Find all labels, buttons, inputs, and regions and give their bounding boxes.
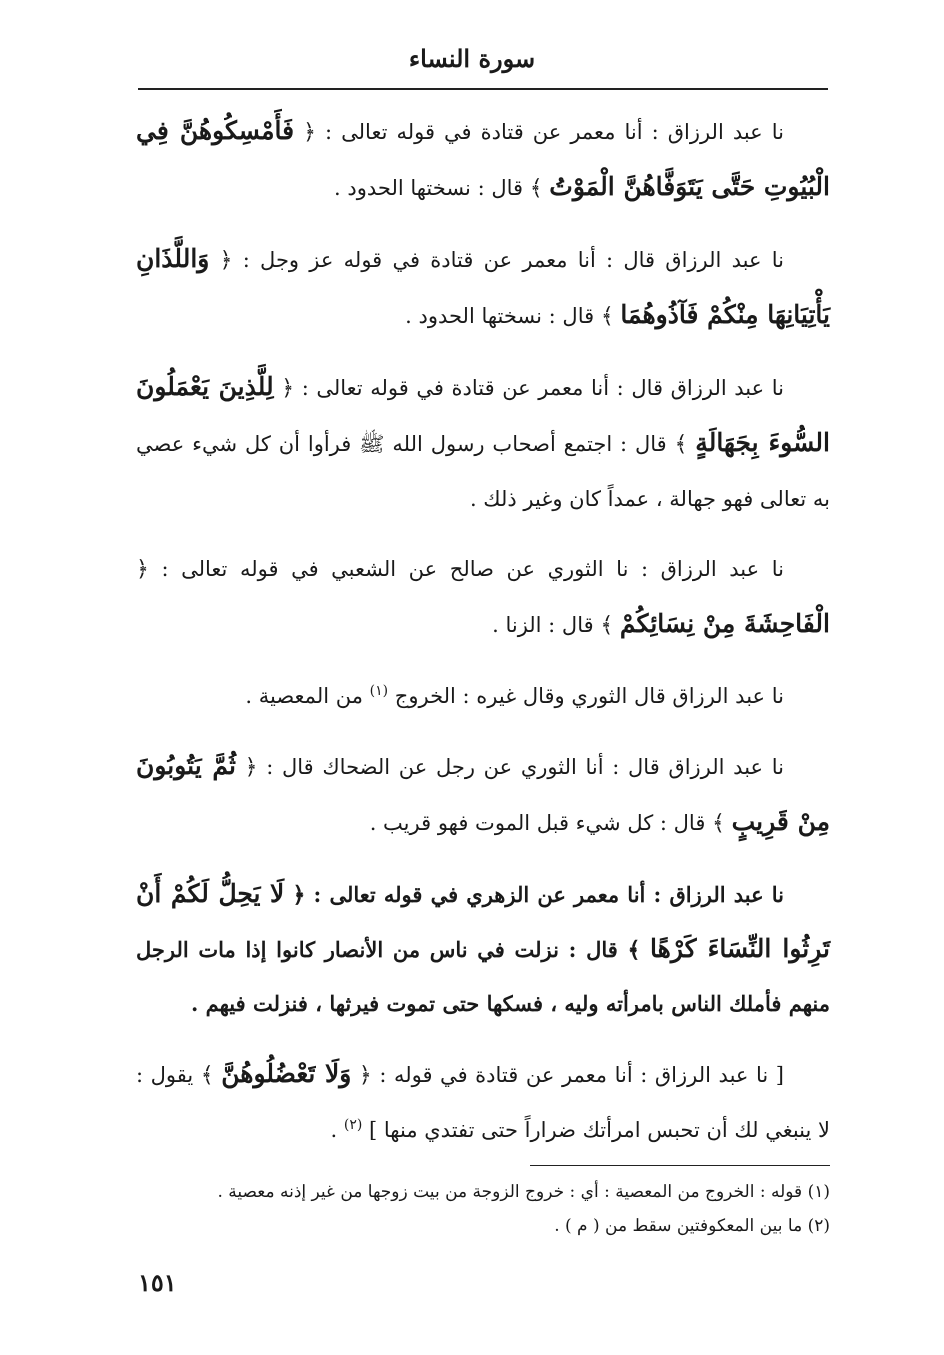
quran-verse: لِلَّذِينَ يَعْمَلُونَ السُّوءَ بِجَهَالَةٍ [136,372,830,457]
quran-verse: لَا يَحِلُّ لَكُمْ أَنْ تَرِثُوا النِّسَاءَ كَرْهًا [136,879,830,963]
paragraph-text: قال : كل شيء قبل الموت فهو قريب . [369,811,713,835]
paragraph-text: نا عبد الرزاق قال : أنا الثوري عن رجل عن الضحاك قال : [257,755,784,779]
paragraph-text: نا عبد الرزاق قال : أنا معمر عن قتادة في قوله تعالى : [294,376,784,400]
paragraph-text: قال : اجتمع أصحاب رسول الله ﷺ فرأوا أن كل شيء عصي به تعالى فهو جهالة ، عمداً كان وغير ذلك . [136,432,830,511]
paragraph-2 [136,232,830,344]
paragraph-3 [136,360,830,526]
paragraph-text: قال : نزلت في ناس من الأنصار كانوا إذا مات الرجل منهم فأملك الناس بامرأته وليه ، فسكها حتى تموت فيرثها ، فنزلت فيهم . [136,937,830,1016]
footnote-ref-2: (٢) [343,1117,363,1133]
paragraph-8 [136,1047,830,1157]
paragraph-text: نا عبد الرزاق : نا الثوري عن صالح عن الشعبي في قوله تعالى : [148,557,784,581]
quran-close-bracket: ﴾ [600,304,614,329]
paragraph-text: [ نا عبد الرزاق : أنا معمر عن قتادة في قوله : [371,1063,784,1087]
header-divider [138,88,828,90]
quran-verse: الْفَاحِشَةَ مِنْ نِسَائِكُمْ [619,609,830,638]
quran-close-bracket: ﴾ [529,176,543,201]
quran-open-bracket: ﴿ [219,248,233,273]
quran-open-bracket: ﴿ [358,1063,372,1088]
quran-open-bracket: ﴿ [136,557,149,582]
paragraph-text: من المعصية . [245,684,370,708]
quran-verse: فَأَمْسِكُوهُنَّ فِي الْبُيُوتِ حَتَّى يَتَوَفَّاهُنَّ الْمَوْتُ [136,116,830,201]
quran-open-bracket: ﴿ [281,376,295,401]
paragraph-text: نا عبد الرزاق قال : أنا معمر عن قتادة في قوله عز وجل : [232,248,784,272]
footnotes [136,1175,830,1243]
quran-verse: وَلَا تَعْضُلُوهُنَّ [221,1059,352,1088]
footnote-2: (٢) ما بين المعكوفتين سقط من ( م ) . [554,1216,830,1236]
paragraph-text: قال : الزنا . [492,613,601,637]
quran-close-bracket: ﴾ [200,1063,214,1088]
running-header-title: سورة النساء [408,44,536,73]
quran-open-bracket: ﴿ [303,120,316,145]
quran-close-bracket: ﴾ [674,432,688,457]
quran-close-bracket: ﴾ [627,937,641,963]
quran-close-bracket: ﴾ [600,613,614,638]
footnote-1: (١) قوله : الخروج من المعصية : أي : خروج الزوجة من بيت زوجها من غير إذنه معصية . [217,1182,830,1202]
quran-verse: ثُمَّ يَتُوبُونَ مِنْ قَرِيبٍ [136,751,830,836]
paragraph-text: قال : نسختها الحدود . [334,176,530,200]
quran-open-bracket: ﴿ [244,755,258,780]
paragraph-4 [136,542,830,653]
main-text [136,104,830,1173]
paragraph-1 [136,104,830,216]
quran-open-bracket: ﴿ [292,882,306,908]
page-number: ١٥١ [138,1268,177,1297]
paragraph-text: نا عبد الرزاق قال الثوري وقال غيره : الخروج [388,684,784,708]
paragraph-6 [136,739,830,851]
footnote-divider [530,1165,830,1166]
paragraph-5 [136,669,830,723]
paragraph-7 [136,867,830,1031]
quran-verse: وَاللَّذَانِ يَأْتِيَانِهَا مِنْكُمْ فَآذُوهُمَا [136,244,830,329]
paragraph-text: . [330,1118,344,1142]
footnote-ref-1: (١) [369,683,389,699]
paragraph-text: نا عبد الرزاق : أنا معمر عن قتادة في قوله تعالى : [316,120,784,144]
paragraph-text: يقول : لا ينبغي لك أن تحبس امرأتك ضراراً حتى تفتدي منها ] [136,1063,830,1142]
paragraph-text: قال : نسختها الحدود . [405,304,601,328]
paragraph-text: نا عبد الرزاق : أنا معمر عن الزهري في قوله تعالى : [305,882,784,907]
quran-close-bracket: ﴾ [712,811,725,836]
